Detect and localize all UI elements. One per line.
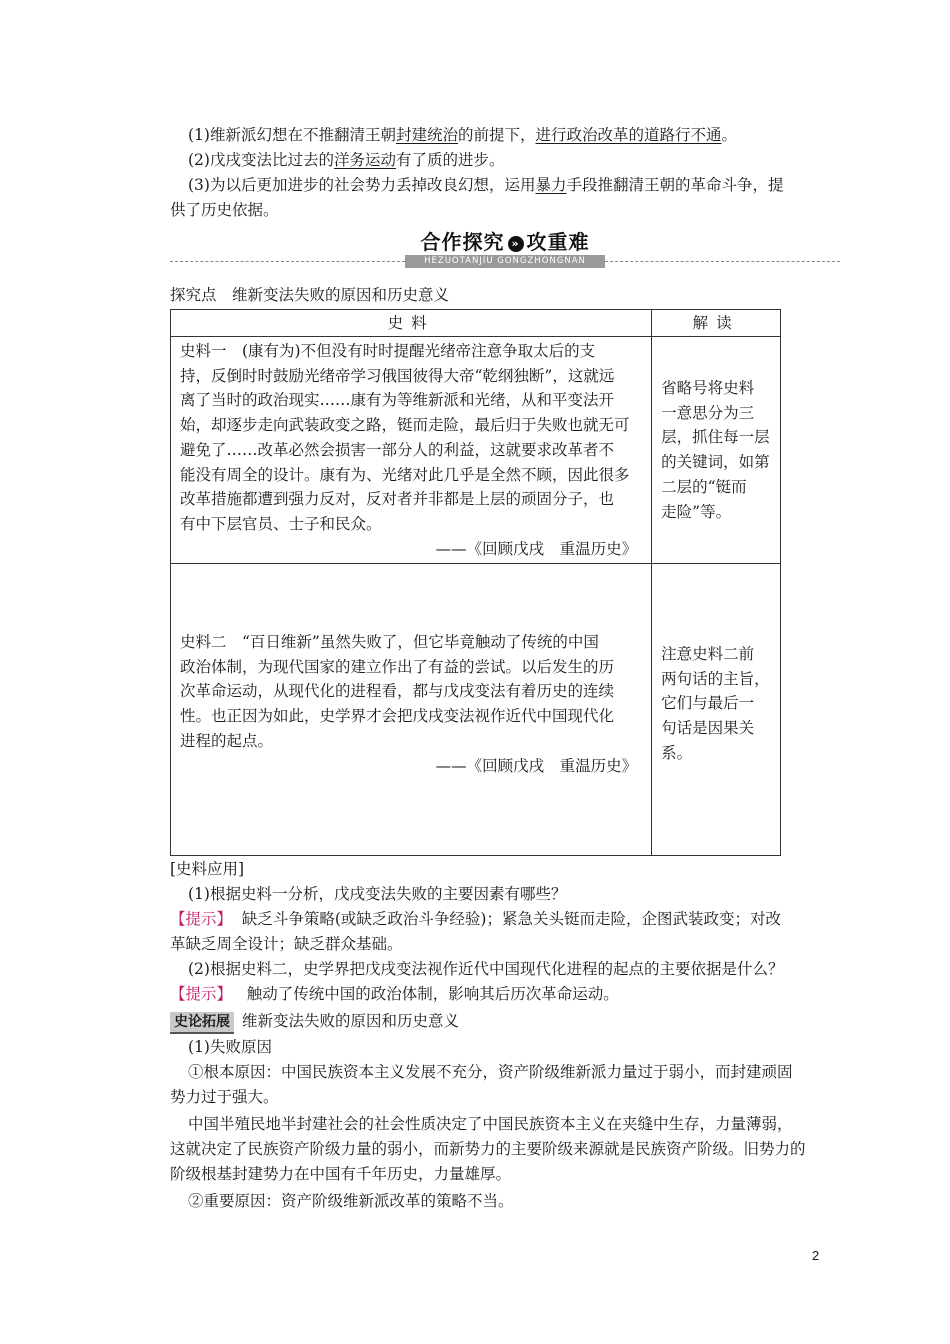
note-line: 二层的“铤而 — [661, 477, 747, 496]
answer-1-cont: 革缺乏周全设计；缺乏群众基础。 — [170, 935, 403, 953]
source-line: 性。也正因为如此，史学界才会把戊戌变法视作近代中国现代化 — [180, 707, 615, 726]
text: 手段推翻清王朝的革命斗争，提 — [566, 176, 784, 194]
extension-title: 维新变法失败的原因和历史意义 — [242, 1012, 460, 1030]
dashed-divider — [170, 261, 405, 262]
paragraph-2 — [188, 148, 505, 172]
dashed-divider — [605, 261, 840, 262]
extension-line: 阶级根基封建势力在中国有千年历史，力量雄厚。 — [170, 1165, 512, 1183]
hint-label: 【提示】 — [170, 985, 233, 1003]
note-line: 两句话的主旨， — [661, 669, 770, 688]
text: 。 — [721, 126, 738, 144]
extension-line: ①根本原因：中国民族资本主义发展不充分，资产阶级维新派力量过于弱小，而封建顽固 — [188, 1063, 793, 1081]
extension-tag: 史论拓展 — [170, 1012, 234, 1034]
extension-line: (1)失败原因 — [188, 1038, 272, 1056]
banner-title-b: 攻重难 — [526, 230, 590, 254]
text: (1)维新派幻想在不推翻清王朝 — [188, 126, 396, 144]
extension-line: ②重要原因：资产阶级维新派改革的策略不当。 — [188, 1192, 514, 1210]
extension-line: 这就决定了民族资产阶级力量的弱小，而新势力的主要阶级来源就是民族资产阶级。旧势力的 — [170, 1140, 806, 1158]
hint-label: 【提示】 — [170, 910, 233, 928]
text: (3)为以后更加进步的社会势力丢掉改良幻想，运用 — [188, 176, 536, 194]
extension-heading — [170, 1009, 459, 1034]
note-line: 走险”等。 — [661, 502, 732, 521]
source-line: 持，反倒时时鼓励光绪帝学习俄国彼得大帝“乾纲独断”，这就远 — [180, 366, 615, 385]
source-line: 政治体制，为现代国家的建立作出了有益的尝试。以后发生的历 — [180, 657, 615, 676]
note-cell-1 — [652, 337, 781, 564]
table-header-source: 史料 — [171, 310, 652, 337]
note-line: 省略号将史料 — [661, 379, 755, 397]
note-cell-2 — [652, 564, 781, 856]
paragraph-3 — [188, 173, 784, 197]
application-heading: [史料应用] — [170, 860, 245, 878]
source-citation: ——《回顾戊戌 重温历史》 — [435, 539, 638, 558]
underlined-text: 封建统治 — [395, 126, 458, 144]
source-cell-1 — [171, 337, 652, 564]
source-line: 史料二 “百日维新”虽然失败了，但它毕竟触动了传统的中国 — [180, 633, 599, 651]
banner-title-a: 合作探究 — [420, 230, 505, 254]
answer-2 — [170, 982, 619, 1006]
source-table — [170, 309, 781, 856]
text: 缺乏斗争策略(或缺乏政治斗争经验)；紧急关头铤而走险，企图武装政变；对改 — [241, 910, 781, 928]
section-title: 探究点 维新变法失败的原因和历史意义 — [170, 286, 450, 304]
source-line: 避免了……改革必然会损害一部分人的利益，这就要求改革者不 — [180, 440, 615, 459]
source-line: 次革命运动，从现代化的进程看，都与戊戌变法有着历史的连续 — [180, 682, 615, 701]
note-line: 注意史料二前 — [661, 645, 755, 663]
underlined-text: 暴力 — [535, 176, 567, 194]
note-line: 系。 — [661, 743, 693, 762]
section-banner — [170, 228, 840, 272]
arrow-icon: » — [508, 236, 524, 252]
banner-subtitle: HEZUOTANJIU GONGZHONGNAN — [405, 255, 605, 268]
source-line: 始，却逐步走向武装政变之路，铤而走险，最后归于失败也就无可 — [180, 416, 630, 435]
text: 触动了传统中国的政治体制，影响其后历次革命运动。 — [246, 985, 619, 1003]
extension-line: 势力过于强大。 — [170, 1088, 279, 1106]
text: 的前提下， — [457, 126, 536, 144]
source-line: 进程的起点。 — [180, 731, 274, 750]
paragraph-1 — [188, 123, 737, 147]
question-1: (1)根据史料一分析，戊戌变法失败的主要因素有哪些？ — [188, 885, 567, 903]
note-line: 一意思分为三 — [661, 403, 755, 422]
source-cell-2 — [171, 564, 652, 856]
extension-line: 中国半殖民地半封建社会的社会性质决定了中国民族资本主义在夹缝中生存，力量薄弱， — [188, 1115, 793, 1133]
note-line: 的关键词，如第 — [661, 453, 770, 472]
note-line: 句话是因果关 — [661, 719, 755, 738]
answer-1 — [170, 907, 781, 931]
underlined-text: 洋务运动 — [333, 151, 396, 169]
underlined-text: 进行政治改革的道路行不通 — [535, 126, 722, 144]
source-line: 改革措施都遭到强力反对，反对者并非都是上层的顽固分子，也 — [180, 490, 615, 509]
source-citation: ——《回顾戊戌 重温历史》 — [435, 756, 638, 775]
text: (2)戊戌变法比过去的 — [188, 151, 334, 169]
note-line: 它们与最后一 — [661, 694, 755, 713]
paragraph-3-cont: 供了历史依据。 — [170, 201, 279, 219]
table-header-interpretation: 解读 — [652, 310, 781, 337]
source-line: 有中下层官员、士子和民众。 — [180, 514, 382, 533]
page-number: 2 — [812, 1248, 820, 1263]
source-line: 离了当时的政治现实……康有为等维新派和光绪，从和平变法开 — [180, 391, 615, 410]
text: 有了质的进步。 — [395, 151, 505, 169]
banner-title — [410, 228, 600, 256]
source-line: 史料一 (康有为)不但没有时时提醒光绪帝注意争取太后的支 — [180, 342, 596, 360]
question-2: (2)根据史料二，史学界把戊戌变法视作近代中国现代化进程的起点的主要依据是什么？ — [188, 960, 784, 978]
note-line: 层，抓住每一层 — [661, 428, 770, 447]
source-line: 能没有周全的设计。康有为、光绪对此几乎是全然不顾，因此很多 — [180, 465, 630, 484]
